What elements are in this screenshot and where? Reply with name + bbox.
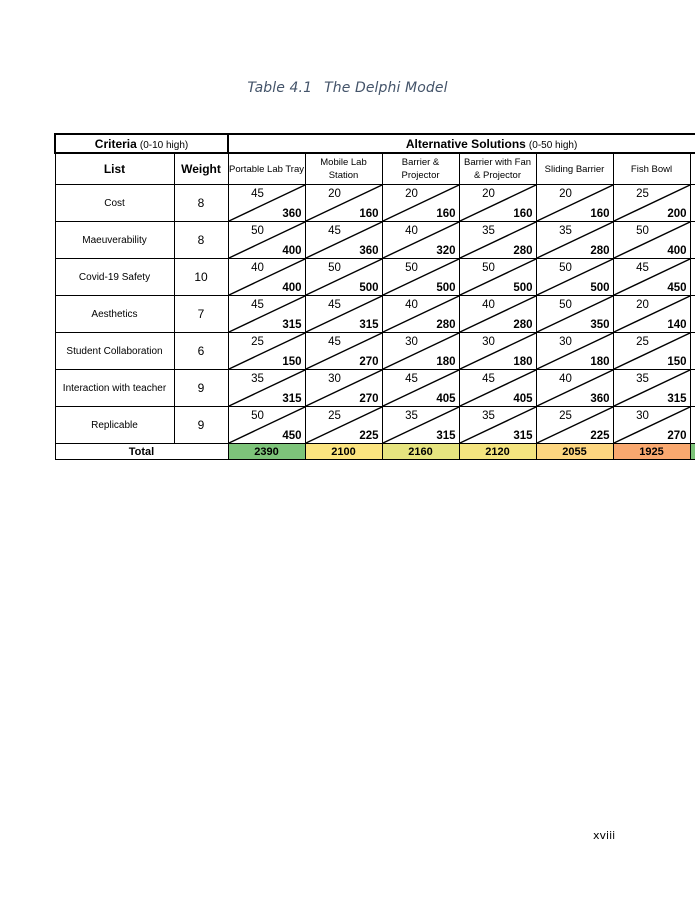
weighted-score: 225 [590, 430, 610, 442]
alternatives-range: (0-50 high) [528, 139, 578, 151]
weighted-score: 280 [513, 319, 533, 331]
raw-score: 30 [559, 336, 572, 348]
score-cell [228, 222, 305, 259]
raw-score: 45 [251, 188, 264, 200]
score-cell [382, 185, 459, 222]
weighted-score: 180 [590, 356, 610, 368]
total-value: 2160 [382, 444, 459, 460]
raw-score: 50 [328, 262, 341, 274]
weighted-score: 315 [282, 393, 302, 405]
score-cell [382, 370, 459, 407]
raw-score: 40 [405, 299, 418, 311]
alternative-header [613, 153, 690, 185]
weighted-score: 405 [513, 393, 533, 405]
weighted-score: 400 [282, 282, 302, 294]
raw-score: 50 [405, 262, 418, 274]
score-cell [536, 259, 613, 296]
raw-score: 40 [559, 373, 572, 385]
score-cell [305, 296, 382, 333]
alternative-name-line1: Portable Lab Tray [229, 163, 305, 175]
score-cell [459, 185, 536, 222]
total-label: Total [55, 444, 228, 460]
score-cell [228, 407, 305, 444]
raw-score: 35 [482, 410, 495, 422]
weighted-score: 315 [436, 430, 456, 442]
weighted-score: 360 [282, 208, 302, 220]
weighted-score: 500 [359, 282, 379, 294]
table-caption [0, 80, 695, 96]
alternative-name-line1: Barrier with Fan [463, 157, 532, 168]
raw-score: 35 [482, 225, 495, 237]
score-cell [305, 259, 382, 296]
weighted-score: 315 [282, 319, 302, 331]
clipped-column-cell [690, 333, 695, 370]
clipped-column-cell [690, 407, 695, 444]
raw-score: 30 [482, 336, 495, 348]
weighted-score: 270 [667, 430, 687, 442]
score-cell [536, 185, 613, 222]
weighted-score: 140 [667, 319, 687, 331]
criteria-row [55, 370, 695, 407]
alternative-name-line1: Mobile Lab [320, 157, 367, 168]
clipped-column-cell [690, 259, 695, 296]
raw-score: 45 [405, 373, 418, 385]
weighted-score: 270 [359, 393, 379, 405]
criteria-name: Aesthetics [55, 296, 174, 333]
total-value: 1925 [613, 444, 690, 460]
clipped-column-cell [690, 296, 695, 333]
score-cell [382, 333, 459, 370]
score-cell [536, 222, 613, 259]
criteria-name: Interaction with teacher [55, 370, 174, 407]
alternative-header [459, 153, 536, 185]
alternative-name-line1: Fish Bowl [630, 163, 673, 175]
weighted-score: 160 [359, 208, 379, 220]
raw-score: 20 [405, 188, 418, 200]
weighted-score: 280 [436, 319, 456, 331]
alternative-header [382, 153, 459, 185]
raw-score: 45 [251, 299, 264, 311]
score-cell [459, 259, 536, 296]
raw-score: 45 [328, 299, 341, 311]
score-cell [382, 407, 459, 444]
score-cell [459, 296, 536, 333]
weighted-score: 450 [667, 282, 687, 294]
criteria-name: Covid-19 Safety [55, 259, 174, 296]
clipped-column-cell [690, 222, 695, 259]
weighted-score: 160 [590, 208, 610, 220]
clipped-column-header [690, 153, 695, 185]
weighted-score: 360 [590, 393, 610, 405]
criteria-weight: 10 [174, 259, 228, 296]
score-cell [613, 370, 690, 407]
raw-score: 50 [251, 410, 264, 422]
score-cell [382, 222, 459, 259]
raw-score: 35 [636, 373, 649, 385]
alternative-name-line2: Station [328, 170, 359, 181]
score-cell [536, 333, 613, 370]
weighted-score: 320 [436, 245, 456, 257]
weighted-score: 150 [667, 356, 687, 368]
alternative-header [228, 153, 305, 185]
weighted-score: 450 [282, 430, 302, 442]
raw-score: 45 [328, 225, 341, 237]
list-header [55, 153, 174, 185]
total-value: 2390 [228, 444, 305, 460]
raw-score: 50 [482, 262, 495, 274]
raw-score: 50 [559, 262, 572, 274]
score-cell [459, 370, 536, 407]
score-cell [613, 259, 690, 296]
score-cell [613, 185, 690, 222]
score-cell [305, 407, 382, 444]
weighted-score: 400 [282, 245, 302, 257]
criteria-weight: 6 [174, 333, 228, 370]
criteria-name: Cost [55, 185, 174, 222]
score-cell [536, 407, 613, 444]
score-cell [382, 259, 459, 296]
raw-score: 45 [328, 336, 341, 348]
raw-score: 45 [482, 373, 495, 385]
weighted-score: 315 [513, 430, 533, 442]
page-number: xviii [593, 829, 616, 842]
raw-score: 30 [405, 336, 418, 348]
weighted-score: 280 [513, 245, 533, 257]
criteria-range: (0-10 high) [139, 139, 189, 151]
raw-score: 50 [636, 225, 649, 237]
weighted-score: 200 [667, 208, 687, 220]
raw-score: 40 [405, 225, 418, 237]
score-cell [305, 370, 382, 407]
raw-score: 20 [482, 188, 495, 200]
raw-score: 35 [559, 225, 572, 237]
alternative-name-line1: Barrier & [401, 157, 440, 168]
criteria-row [55, 222, 695, 259]
alternatives-title: Alternative Solutions [405, 136, 526, 151]
raw-score: 20 [559, 188, 572, 200]
raw-score: 40 [251, 262, 264, 274]
raw-score: 30 [636, 410, 649, 422]
raw-score: 25 [328, 410, 341, 422]
raw-score: 25 [636, 336, 649, 348]
alternative-name-line2: Projector [401, 170, 440, 181]
weighted-score: 400 [667, 245, 687, 257]
raw-score: 25 [636, 188, 649, 200]
weighted-score: 500 [436, 282, 456, 294]
score-cell [613, 222, 690, 259]
caption-label: Table 4.1 [247, 80, 313, 96]
weighted-score: 500 [590, 282, 610, 294]
raw-score: 25 [559, 410, 572, 422]
list-label: List [103, 162, 126, 176]
caption-title: The Delphi Model [324, 80, 448, 96]
score-cell [536, 296, 613, 333]
weighted-score: 180 [513, 356, 533, 368]
weighted-score: 160 [436, 208, 456, 220]
total-row [55, 444, 695, 460]
criteria-header [55, 134, 228, 153]
weight-label: Weight [181, 162, 221, 176]
criteria-row [55, 185, 695, 222]
score-cell [613, 296, 690, 333]
clipped-column-cell [690, 185, 695, 222]
criteria-weight: 8 [174, 222, 228, 259]
weighted-score: 350 [590, 319, 610, 331]
criteria-row [55, 407, 695, 444]
raw-score: 45 [636, 262, 649, 274]
alternatives-header [228, 134, 695, 153]
weighted-score: 160 [513, 208, 533, 220]
raw-score: 40 [482, 299, 495, 311]
weighted-score: 150 [282, 356, 302, 368]
score-cell [228, 259, 305, 296]
total-value: 2055 [536, 444, 613, 460]
criteria-weight: 7 [174, 296, 228, 333]
criteria-weight: 9 [174, 407, 228, 444]
raw-score: 50 [559, 299, 572, 311]
score-cell [459, 407, 536, 444]
weighted-score: 315 [359, 319, 379, 331]
alternative-name-line2: & Projector [474, 170, 522, 181]
score-cell [305, 222, 382, 259]
criteria-row [55, 296, 695, 333]
raw-score: 35 [405, 410, 418, 422]
score-cell [305, 185, 382, 222]
weighted-score: 500 [513, 282, 533, 294]
weighted-score: 270 [359, 356, 379, 368]
score-cell [228, 296, 305, 333]
score-cell [305, 333, 382, 370]
weighted-score: 280 [590, 245, 610, 257]
criteria-name: Replicable [55, 407, 174, 444]
total-value: 2120 [459, 444, 536, 460]
score-cell [536, 370, 613, 407]
weighted-score: 315 [667, 393, 687, 405]
score-cell [613, 407, 690, 444]
delphi-table-container [54, 133, 695, 463]
criteria-title: Criteria [94, 136, 137, 151]
raw-score: 50 [251, 225, 264, 237]
raw-score: 35 [251, 373, 264, 385]
weighted-score: 225 [359, 430, 379, 442]
score-cell [382, 296, 459, 333]
raw-score: 25 [251, 336, 264, 348]
header-row-columns [55, 153, 695, 185]
weighted-score: 360 [359, 245, 379, 257]
weight-header [174, 153, 228, 185]
clipped-total-cell [690, 444, 695, 460]
total-value: 2100 [305, 444, 382, 460]
alternative-header [536, 153, 613, 185]
criteria-name: Maeuverability [55, 222, 174, 259]
score-cell [459, 333, 536, 370]
criteria-weight: 8 [174, 185, 228, 222]
criteria-weight: 9 [174, 370, 228, 407]
clipped-column-cell [690, 370, 695, 407]
score-cell [228, 333, 305, 370]
raw-score: 20 [328, 188, 341, 200]
raw-score: 20 [636, 299, 649, 311]
alternative-name-line1: Sliding Barrier [544, 163, 605, 175]
delphi-model-table [54, 133, 695, 460]
weighted-score: 180 [436, 356, 456, 368]
score-cell [228, 370, 305, 407]
criteria-name: Student Collaboration [55, 333, 174, 370]
weighted-score: 405 [436, 393, 456, 405]
score-cell [613, 333, 690, 370]
raw-score: 30 [328, 373, 341, 385]
alternative-header [305, 153, 382, 185]
score-cell [228, 185, 305, 222]
criteria-row [55, 333, 695, 370]
header-row-top [55, 134, 695, 153]
criteria-row [55, 259, 695, 296]
score-cell [459, 222, 536, 259]
